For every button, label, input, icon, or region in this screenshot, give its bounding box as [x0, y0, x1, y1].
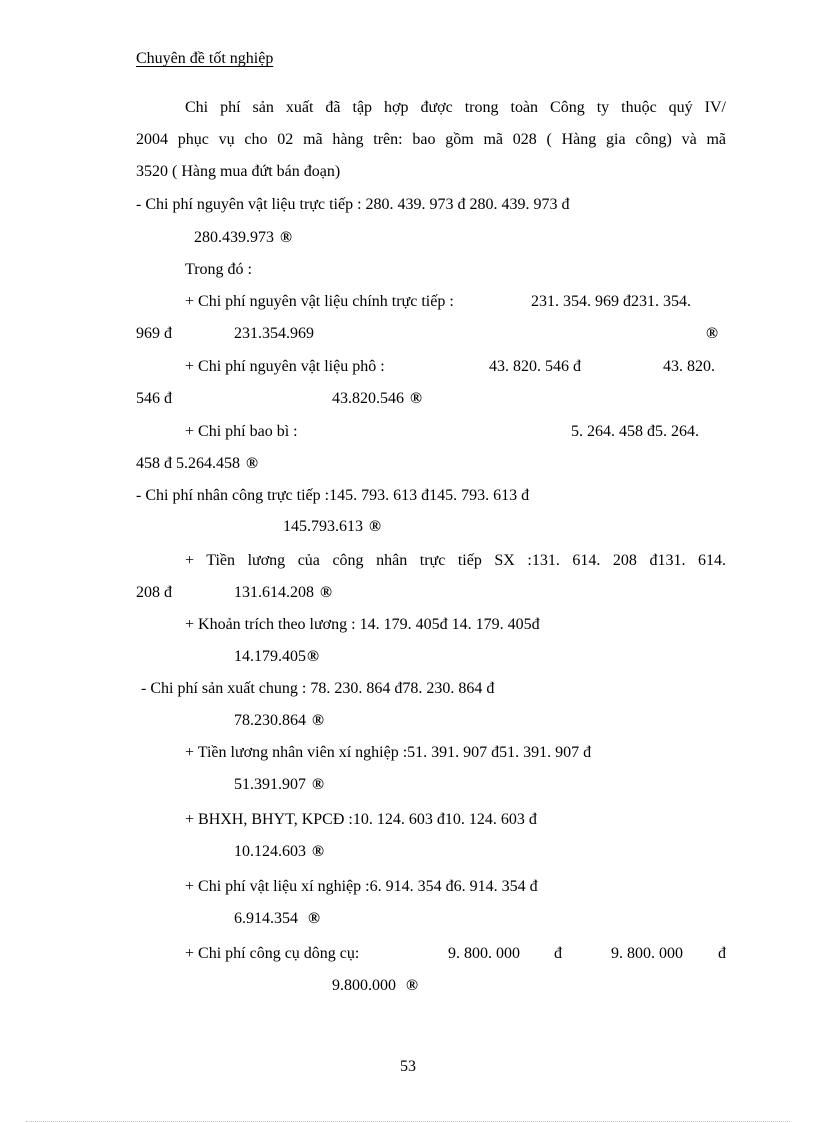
deduction-value: 14.179.405 [234, 648, 306, 665]
registered-mark: ® [246, 455, 258, 472]
registered-mark: ® [312, 843, 324, 860]
document-header: Chuyên đề tốt nghiệp [136, 50, 274, 67]
registered-mark: ® [369, 518, 381, 535]
overhead-cost-value: 78.230.864 [234, 712, 306, 729]
workshop-material-value: 6.914.354 [234, 910, 298, 927]
labor-cost-value: 145.793.613 [283, 518, 363, 535]
wage-value-line [234, 583, 332, 603]
tools-line-d: 9. 800. 000 [611, 945, 683, 962]
aux-material-line-a: + Chi phí nguyên vật liệu phô : [185, 358, 385, 375]
intro-line-2: 2004 phục vụ cho 02 mã hàng trên: bao gồm mã 028 ( Hàng gia công) và mã [136, 131, 726, 148]
wage-line-1: + Tiền lương của công nhân trực tiếp SX :131. 614. 208 đ131. 614. [185, 552, 726, 569]
registered-mark: ® [410, 390, 422, 407]
aux-material-line-c: 43. 820. [663, 358, 715, 375]
overhead-cost-value-line [234, 711, 324, 731]
packaging-line-b: 5. 264. 458 đ5. 264. [571, 423, 699, 440]
registered-mark: ® [312, 776, 324, 793]
aux-material-value: 43.820.546 [332, 390, 404, 407]
registered-mark: ® [308, 910, 320, 927]
main-material-line-c: 969 đ [136, 325, 172, 342]
main-material-value: 231.354.969 [234, 325, 314, 342]
registered-mark: ® [307, 648, 319, 665]
tools-line-a: + Chi phí công cụ dông cụ: [185, 945, 360, 962]
page-number: 53 [400, 1058, 416, 1075]
main-material-line-a: + Chi phí nguyên vật liệu chính trực tiếp : [185, 293, 454, 310]
registered-mark: ® [406, 977, 418, 994]
deduction-line: + Khoản trích theo lương : 14. 179. 405đ 14. 179. 405đ [185, 616, 540, 633]
staff-wage-line: + Tiền lương nhân viên xí nghiệp :51. 391. 907 đ51. 391. 907 đ [185, 744, 592, 761]
material-cost-value-line [194, 228, 292, 248]
overhead-cost-line: - Chi phí sản xuất chung : 78. 230. 864 đ78. 230. 864 đ [141, 680, 495, 697]
packaging-line-c: 458 đ 5.264.458 [136, 455, 240, 472]
material-cost-value: 280.439.973 [194, 229, 274, 246]
tools-value-line [332, 976, 418, 996]
labor-cost-value-line [283, 517, 381, 537]
tools-value: 9.800.000 [332, 977, 396, 994]
workshop-material-value-line [234, 909, 320, 929]
in-which-label: Trong đó : [185, 261, 252, 278]
aux-material-line-b: 43. 820. 546 đ [489, 358, 581, 375]
registered-mark: ® [320, 584, 332, 601]
insurance-line: + BHXH, BHYT, KPCĐ :10. 124. 603 đ10. 124. 603 đ [185, 811, 537, 828]
insurance-value: 10.124.603 [234, 843, 306, 860]
staff-wage-value-line [234, 775, 324, 795]
packaging-value-line [136, 454, 258, 474]
footer-divider [26, 1121, 790, 1122]
wage-line-2a: 208 đ [136, 584, 172, 601]
deduction-value-line [234, 647, 319, 667]
aux-material-line-d: 546 đ [136, 390, 172, 407]
tools-line-c: đ [554, 945, 562, 962]
workshop-material-line: + Chi phí vật liệu xí nghiệp :6. 914. 354 đ6. 914. 354 đ [185, 878, 538, 895]
registered-mark: ® [312, 712, 324, 729]
intro-line-3: 3520 ( Hàng mua đứt bán đoạn) [136, 163, 341, 180]
main-material-line-b: 231. 354. 969 đ231. 354. [531, 293, 691, 310]
wage-value: 131.614.208 [234, 584, 314, 601]
staff-wage-value: 51.391.907 [234, 776, 306, 793]
tools-line-b: 9. 800. 000 [448, 945, 520, 962]
registered-mark: ® [280, 229, 292, 246]
registered-mark: ® [706, 325, 718, 342]
labor-cost-line: - Chi phí nhân công trực tiếp :145. 793. 613 đ145. 793. 613 đ [136, 487, 530, 504]
packaging-line-a: + Chi phí bao bì : [185, 423, 298, 440]
aux-material-value-line [332, 389, 422, 409]
intro-line-1: Chi phí sản xuất đã tập hợp được trong toàn Công ty thuộc quý IV/ [185, 99, 726, 116]
insurance-value-line [234, 842, 324, 862]
tools-line-e: đ [718, 945, 726, 962]
material-cost-line: - Chi phí nguyên vật liệu trực tiếp : 280. 439. 973 đ 280. 439. 973 đ [136, 196, 570, 213]
